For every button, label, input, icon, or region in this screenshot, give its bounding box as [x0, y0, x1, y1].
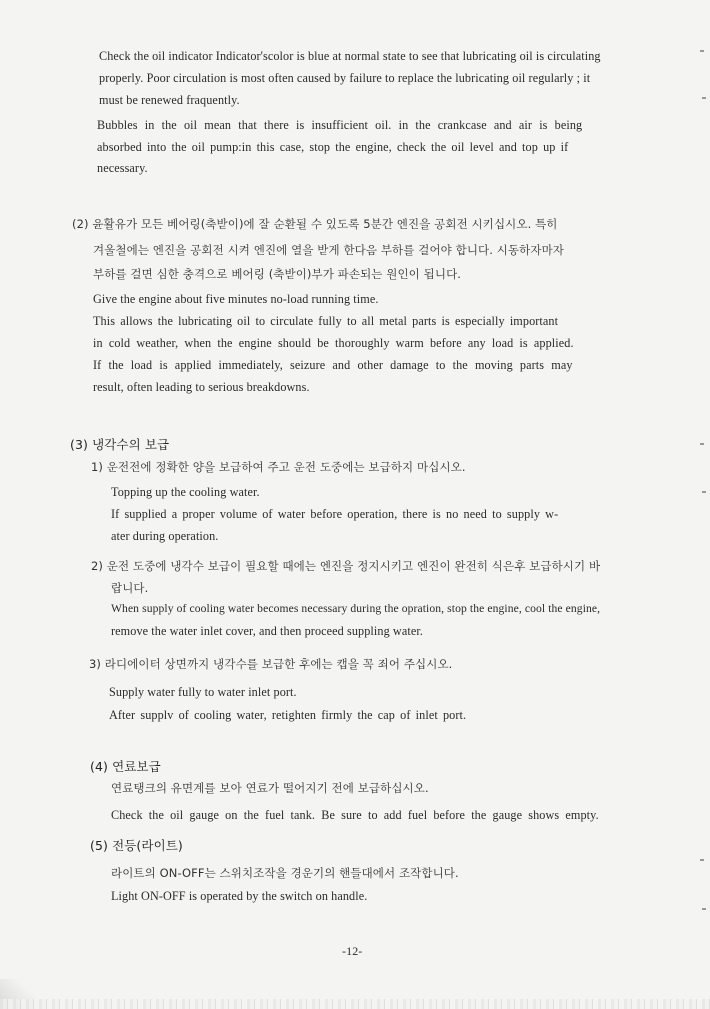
page-number: -12- [342, 944, 363, 958]
korean-line: 3) 라디에이터 상면까지 냉각수를 보급한 후에는 캡을 꼭 죄어 주십시오. [89, 657, 453, 671]
text-line: in cold weather, when the engine should be thoroughly warm before any load is applied. [93, 336, 574, 350]
section-3-heading: (3) 냉각수의 보급 [70, 437, 170, 452]
scan-speck [702, 908, 706, 910]
text-line: necessary. [97, 161, 148, 175]
text-line: Bubbles in the oil mean that there is insufficient oil. in the crankcase and air is being [97, 118, 583, 132]
section-2-korean-line: 부하를 걸면 심한 충격으로 베어링 (축받이)부가 파손되는 원인이 됩니다. [93, 267, 462, 281]
section-2-korean-line: 겨울철에는 엔진을 공회전 시켜 엔진에 열을 받게 한다음 부하를 걸어야 합니다. 시동하자마자 [93, 243, 565, 257]
scan-speck [700, 443, 704, 445]
text-line: This allows the lubricating oil to circulate fully to all metal parts is especially important [93, 314, 559, 328]
section-2-korean-line: (2) 윤활유가 모든 베어링(축받이)에 잘 순환될 수 있도록 5분간 엔진을 공회전 시키십시오. 특히 [72, 217, 558, 231]
text-line: When supply of cooling water becomes necessary during the opration, stop the engine, cool the engine, [111, 602, 601, 615]
korean-line: 2) 운전 도중에 냉각수 보급이 필요할 때에는 엔진을 정지시키고 엔진이 완전히 식은후 보급하시기 바 [91, 559, 601, 573]
section-4-heading: (4) 연료보급 [90, 759, 161, 774]
text-line: Light ON-OFF is operated by the switch on handle. [111, 889, 368, 903]
text-line: Check the oil gauge on the fuel tank. Be sure to add fuel before the gauge shows empty. [111, 808, 599, 822]
text-line: After supplv of cooling water, retighten firmly the cap of inlet port. [109, 708, 467, 722]
text-line: remove the water inlet cover, and then proceed suppling water. [111, 624, 423, 638]
scan-speck [702, 491, 706, 493]
text-line: Give the engine about five minutes no-load running time. [93, 292, 379, 306]
text-line: Topping up the cooling water. [111, 485, 260, 499]
korean-line: 1) 운전전에 정확한 양을 보급하여 주고 운전 도중에는 보급하지 마십시오. [91, 460, 466, 474]
scan-speck [702, 97, 706, 99]
korean-line: 랍니다. [111, 581, 149, 595]
text-line: Check the oil indicator Indicator'scolor is blue at normal state to see that lubricating oil is circulating [99, 49, 601, 63]
text-line: ater during operation. [111, 529, 219, 543]
text-line: If the load is applied immediately, seizure and other damage to the moving parts may [93, 358, 573, 372]
text-line: must be renewed fraquently. [99, 93, 240, 107]
text-line: Supply water fully to water inlet port. [109, 685, 297, 699]
text-line: absorbed into the oil pump:in this case, stop the engine, check the oil level and top up if [97, 140, 569, 154]
text-line: properly. Poor circulation is most often caused by failure to replace the lubricating oil regularly ; it [99, 71, 591, 85]
scan-edge-noise [0, 999, 710, 1009]
korean-line: 라이트의 ON-OFF는 스위치조작을 경운기의 핸들대에서 조작합니다. [111, 866, 459, 880]
text-line: result, often leading to serious breakdowns. [93, 380, 310, 394]
text-line: If supplied a proper volume of water before operation, there is no need to supply w- [111, 507, 559, 521]
scan-speck [700, 859, 704, 861]
korean-line: 연료탱크의 유면계를 보아 연료가 떨어지기 전에 보급하십시오. [111, 781, 429, 795]
scan-speck [700, 50, 704, 52]
section-5-heading: (5) 전등(라이트) [90, 838, 183, 853]
